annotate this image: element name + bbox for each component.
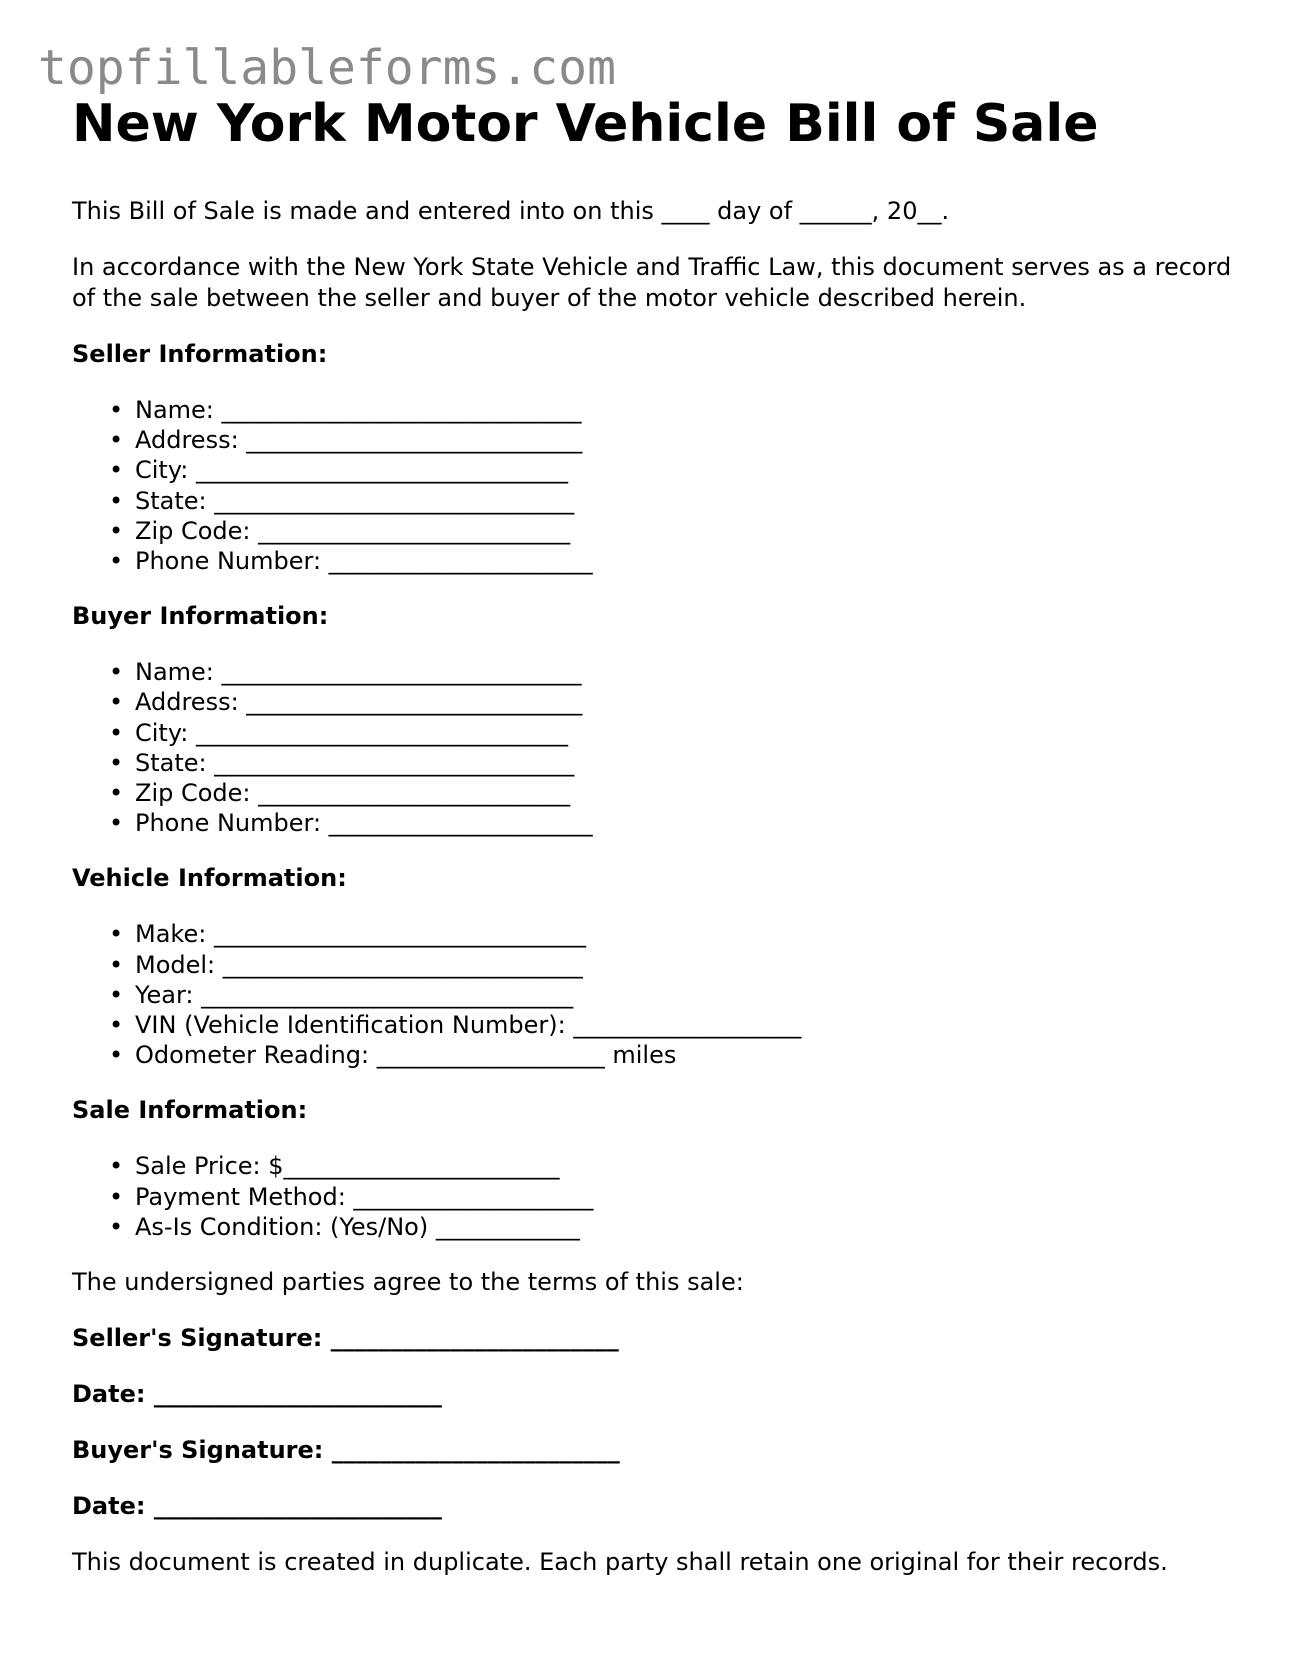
sale-fields-list xyxy=(72,1151,1232,1242)
seller-phone-field[interactable]: • Phone Number: ______________________ xyxy=(135,546,1232,576)
as-is-condition-field[interactable]: • As-Is Condition: (Yes/No) ____________ xyxy=(135,1212,1232,1242)
vehicle-make-field[interactable]: • Make: _______________________________ xyxy=(135,919,1232,949)
seller-fields-list xyxy=(72,395,1232,576)
seller-date-field[interactable]: Date: ________________________ xyxy=(72,1380,442,1409)
buyer-phone-field[interactable]: • Phone Number: ______________________ xyxy=(135,808,1232,838)
seller-zip-field[interactable]: • Zip Code: __________________________ xyxy=(135,516,1232,546)
closing-paragraph: This document is created in duplicate. Each party shall retain one original for their records. xyxy=(72,1548,1168,1577)
document-page xyxy=(72,88,1232,1578)
buyer-name-field[interactable]: • Name: ______________________________ xyxy=(135,657,1232,687)
payment-method-field[interactable]: • Payment Method: ____________________ xyxy=(135,1182,1232,1212)
buyer-date-field[interactable]: Date: ________________________ xyxy=(72,1492,442,1521)
sale-price-field[interactable]: • Sale Price: $_______________________ xyxy=(135,1151,1232,1181)
seller-address-field[interactable]: • Address: ____________________________ xyxy=(135,425,1232,455)
seller-city-field[interactable]: • City: _______________________________ xyxy=(135,455,1232,485)
vehicle-odometer-field[interactable]: • Odometer Reading: ___________________ miles xyxy=(135,1040,1232,1070)
buyer-section-heading: Buyer Information: xyxy=(72,602,329,631)
seller-signature-field[interactable]: Seller's Signature: ________________________ xyxy=(72,1324,619,1353)
buyer-fields-list xyxy=(72,657,1232,838)
document-title: New York Motor Vehicle Bill of Sale xyxy=(72,94,1099,154)
buyer-signature-field[interactable]: Buyer's Signature: ________________________ xyxy=(72,1436,620,1465)
vehicle-vin-field[interactable]: • VIN (Vehicle Identification Number): ___________________ xyxy=(135,1010,1232,1040)
buyer-city-field[interactable]: • City: _______________________________ xyxy=(135,718,1232,748)
intro-date-line: This Bill of Sale is made and entered into on this ____ day of ______, 20__. xyxy=(72,197,950,225)
vehicle-fields-list xyxy=(72,919,1232,1070)
vehicle-section-heading: Vehicle Information: xyxy=(72,864,347,893)
buyer-state-field[interactable]: • State: ______________________________ xyxy=(135,748,1232,778)
seller-state-field[interactable]: • State: ______________________________ xyxy=(135,486,1232,516)
intro-law-paragraph: In accordance with the New York State Vehicle and Traffic Law, this document serves as a record of the sale between the seller and buyer of the motor vehicle described herein. xyxy=(72,253,1232,312)
sale-section-heading: Sale Information: xyxy=(72,1096,308,1125)
seller-name-field[interactable]: • Name: ______________________________ xyxy=(135,395,1232,425)
watermark: topfillableforms.com xyxy=(38,40,616,96)
buyer-address-field[interactable]: • Address: ____________________________ xyxy=(135,687,1232,717)
vehicle-year-field[interactable]: • Year: _______________________________ xyxy=(135,980,1232,1010)
seller-section-heading: Seller Information: xyxy=(72,340,328,368)
vehicle-model-field[interactable]: • Model: ______________________________ xyxy=(135,950,1232,980)
buyer-zip-field[interactable]: • Zip Code: __________________________ xyxy=(135,778,1232,808)
agreement-statement: The undersigned parties agree to the terms of this sale: xyxy=(72,1268,744,1297)
